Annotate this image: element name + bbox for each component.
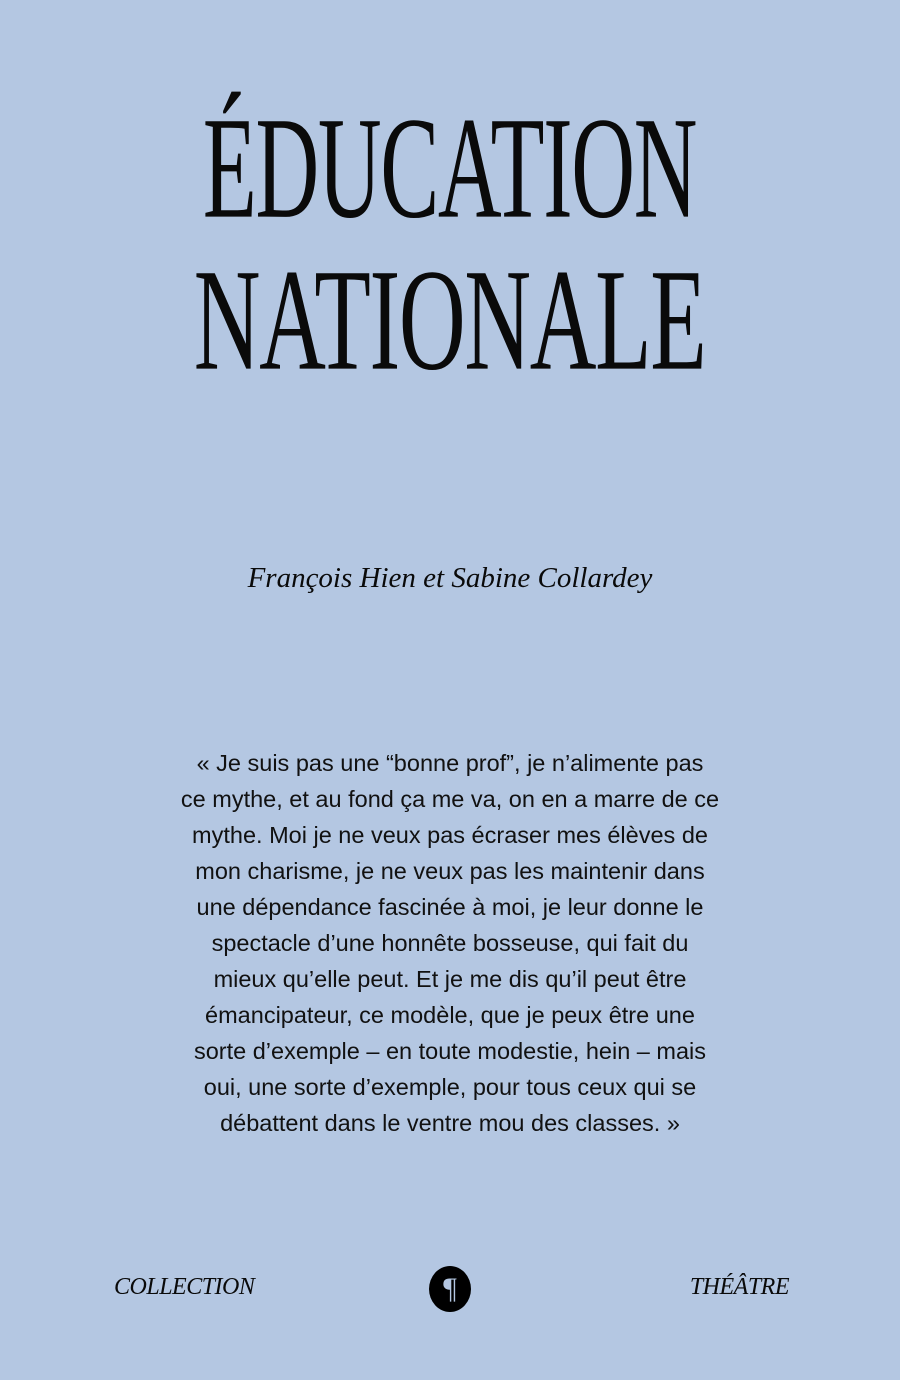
title-line-1 — [0, 87, 900, 249]
collection-label: COLLECTION — [114, 1274, 255, 1300]
quote-line: sorte d’exemple – en toute modestie, hein – mais — [193, 1038, 707, 1064]
quote-line: mon charisme, je ne veux pas les maintenir dans — [195, 858, 705, 884]
quote-line: mieux qu’elle peut. Et je me dis qu’il peut être — [213, 966, 687, 992]
quote-line: « Je suis pas une “bonne prof”, je n’alimente pas — [196, 750, 704, 776]
quote-line: oui, une sorte d’exemple, pour tous ceux qui se — [203, 1074, 697, 1100]
quote-line: ce mythe, et au fond ça me va, on en a marre de ce — [180, 786, 720, 812]
pilcrow-icon — [429, 1266, 471, 1312]
title-line-2-text: NATIONALE — [194, 239, 706, 401]
quote-line: émancipateur, ce modèle, que je peux être une — [205, 1002, 695, 1028]
quote-line: débattent dans le ventre mou des classes. » — [220, 1110, 680, 1136]
quote-line: une dépendance fascinée à moi, je leur donne le — [196, 894, 704, 920]
quote-block — [130, 745, 770, 1141]
logo-glyph: ¶ — [443, 1272, 457, 1305]
authors: François Hien et Sabine Collardey — [247, 562, 653, 594]
title-line-1-text: ÉDUCATION — [203, 87, 697, 249]
theatre-label: THÉÂTRE — [689, 1274, 789, 1300]
title-line-2 — [0, 239, 900, 401]
quote-line: spectacle d’une honnête bosseuse, qui fait du — [211, 930, 689, 956]
quote-line: mythe. Moi je ne veux pas écraser mes élèves de — [192, 822, 708, 848]
